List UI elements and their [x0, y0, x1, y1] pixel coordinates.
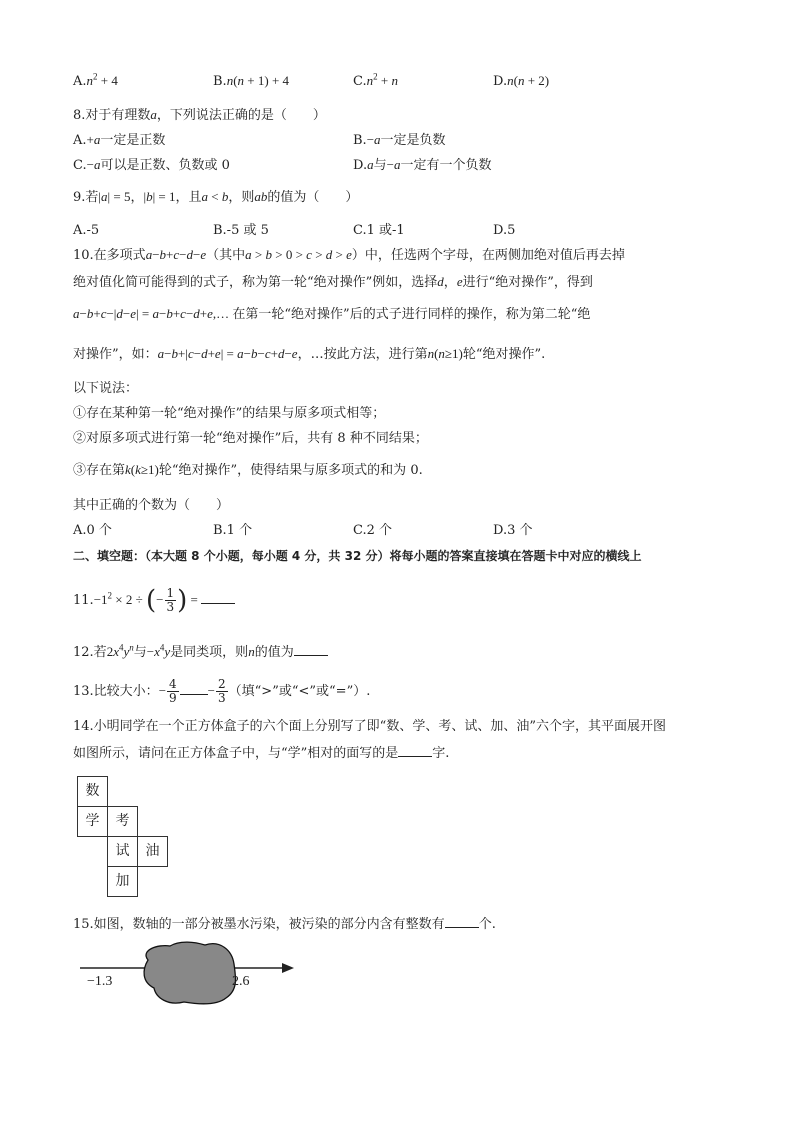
q8-option-c: C.−a可以是正数、负数或 0: [73, 157, 230, 173]
q7-option-b: B.n(n + 1) + 4: [213, 73, 290, 89]
q9-option-b: B.-5 或 5: [213, 223, 269, 238]
q8-option-b: B.−a一定是负数: [353, 132, 446, 148]
q13-answer-blank[interactable]: [180, 682, 208, 695]
q10-line2: 绝对值化简可能得到的式子，称为第一轮“绝对操作”例如，选择d，e进行“绝对操作”，得到: [73, 274, 593, 290]
q10-line3: a−b+c−|d−e| = a−b+c−d+e,… 在第一轮“绝对操作”后的式子进行同样的操作，称为第二轮“绝: [73, 306, 591, 322]
q10-question: 其中正确的个数为（ ）: [73, 498, 230, 513]
q7-option-c: $C.n^2 + n$: [353, 71, 398, 89]
q9-stem: 9.若|a| = 5，|b| = 1，且a < b，则ab的值为（ ）: [73, 189, 359, 205]
right-axis-label: 2.6: [232, 974, 250, 989]
number-line-figure: [70, 938, 300, 1010]
net-cell-jia: 加: [107, 866, 138, 897]
q10-intro: 以下说法：: [73, 381, 139, 396]
q14-line2: 如图所示，请问在正方体盒子中，与“学”相对的面写的是 字.: [73, 746, 450, 761]
q10-line4: 对操作”，如：a−b+|c−d+e| = a−b−c+d−e，…按此方法，进行第n(n≥1)轮“绝对操作”.: [73, 346, 546, 362]
q12: 12.若$2x^4y^n$与$-x^4y$是同类项，则n的值为: [73, 643, 328, 662]
q10-statement-3: ③存在第k(k≥1)轮“绝对操作”，使得结果与原多项式的和为 0.: [73, 462, 423, 478]
q9-option-d: D.5: [493, 223, 516, 238]
section2-heading: 二、填空题：（本大题 8 个小题，每小题 4 分，共 32 分）将每小题的答案直接填在答题卡中对应的横线上: [73, 549, 642, 563]
q9-option-a: A.-5: [73, 223, 100, 238]
q7-option-d: D.n(n + 2): [493, 73, 550, 89]
left-axis-label: −1.3: [87, 974, 113, 989]
q10-statement-1: ①存在某种第一轮“绝对操作”的结果与原多项式相等；: [73, 406, 386, 421]
net-cell-you: 油: [137, 836, 168, 867]
q10-line1: 10.在多项式a−b+c−d−e（其中a > b > 0 > c > d > e）中，任选两个字母，在两侧加绝对值后再去掉: [73, 247, 625, 263]
net-cell-kao: 考: [107, 806, 138, 837]
q15-answer-blank[interactable]: [445, 915, 479, 928]
q8-stem: 8.对于有理数a，下列说法正确的是（ ）: [73, 107, 326, 123]
net-cell-shu: 数: [77, 776, 108, 807]
q11-answer-blank[interactable]: [201, 591, 235, 604]
q10-option-c: C.2 个: [353, 523, 393, 538]
net-cell-xue: 学: [77, 806, 108, 837]
q10-statement-2: ②对原多项式进行第一轮“绝对操作”后，共有 8 种不同结果；: [73, 431, 428, 446]
q13: 13.比较大小：− $\frac{4}{9}$ − $\frac{2}{3}$ （填“>”或“<”或“=”）.: [73, 677, 371, 705]
q14-answer-blank[interactable]: [398, 744, 432, 757]
net-cell-shi: 试: [107, 836, 138, 867]
q15-text: 15.如图，数轴的一部分被墨水污染，被污染的部分内含有整数有 个.: [73, 917, 496, 932]
q8-option-a: A.+a一定是正数: [73, 132, 166, 148]
q10-option-a: A.0 个: [73, 523, 112, 538]
q10-option-b: B.1 个: [213, 523, 253, 538]
q8-option-d: D.a与−a一定有一个负数: [353, 157, 492, 173]
q14-line1: 14.小明同学在一个正方体盒子的六个面上分别写了即“数、学、考、试、加、油”六个字，其平面展开图: [73, 719, 666, 734]
q11: $11.-1^2 \times 2$ ÷ (− $\frac{1}{3}$ ) =: [73, 582, 235, 619]
q10-option-d: D.3 个: [493, 523, 533, 538]
ink-stain: [144, 942, 235, 1004]
q12-answer-blank[interactable]: [294, 643, 328, 656]
q7-option-a: $A.n^2 + 4$: [73, 71, 118, 89]
axis-arrow-icon: [282, 963, 294, 973]
q9-option-c: C.1 或-1: [353, 223, 405, 238]
